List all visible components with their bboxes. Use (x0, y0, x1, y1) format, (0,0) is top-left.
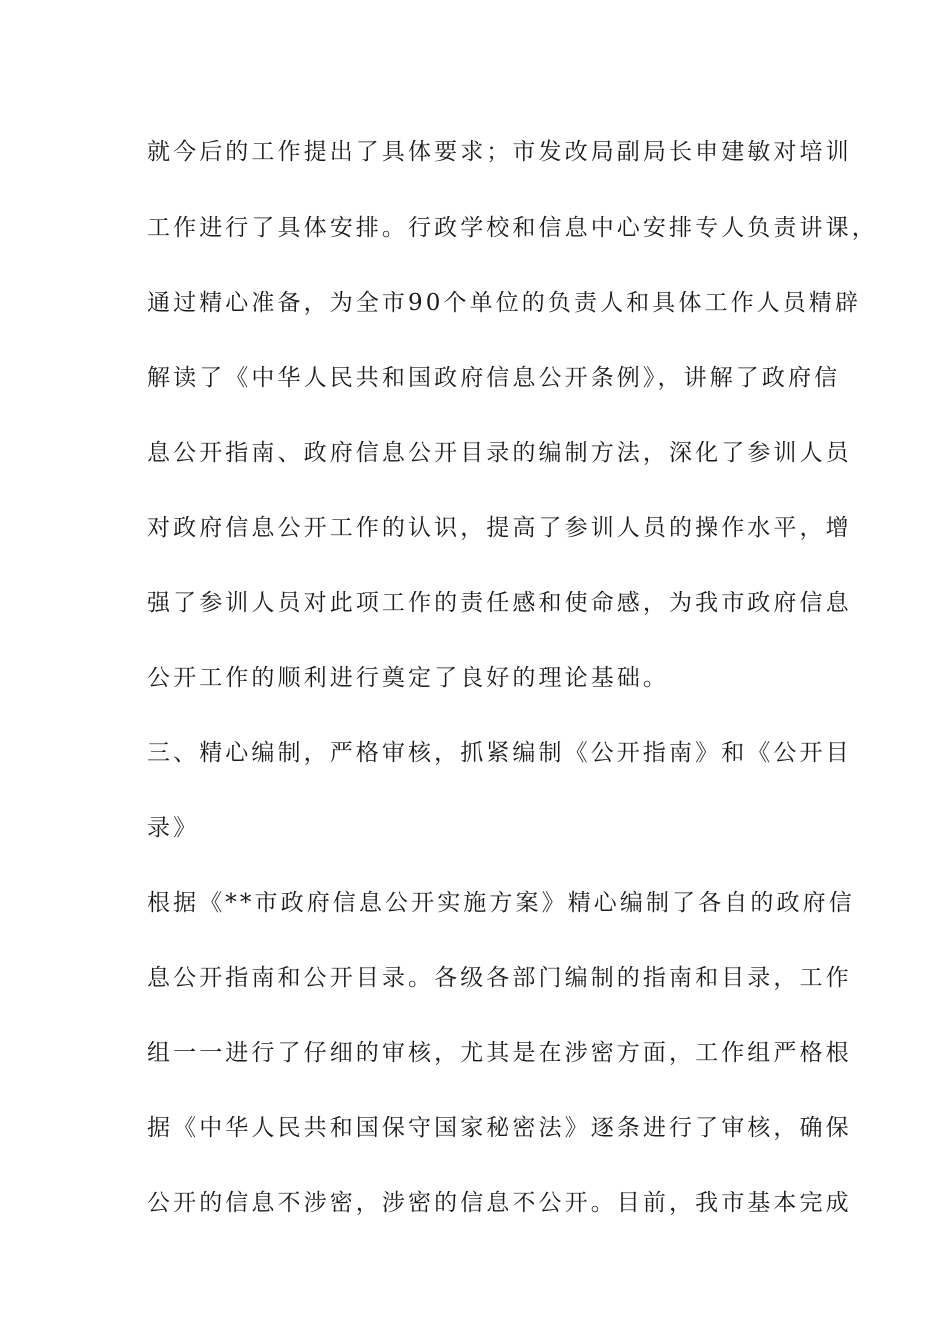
body-text-line: 解读了《中华人民共和国政府信息公开条例》，讲解了政府信 (147, 365, 841, 391)
section-heading-line: 三、精心编制，严格审核，抓紧编制《公开指南》和《公开目 (147, 740, 852, 766)
body-text-line: 通过精心准备，为全市90个单位的负责人和具体工作人员精辟 (147, 290, 862, 316)
body-text-line: 组一一进行了仔细的审核，尤其是在涉密方面，工作组严格根 (147, 1040, 852, 1066)
body-text-line: 就今后的工作提出了具体要求；市发改局副局长申建敏对培训 (147, 139, 852, 165)
section-heading-line: 录》 (147, 815, 200, 841)
body-text-line: 公开工作的顺利进行奠定了良好的理论基础。 (147, 665, 669, 691)
body-text-line: 根据《**市政府信息公开实施方案》精心编制了各自的政府信 (147, 890, 855, 916)
body-text-line: 息公开指南和公开目录。各级各部门编制的指南和目录，工作 (147, 965, 852, 991)
body-text-line: 息公开指南、政府信息公开目录的编制方法，深化了参训人员 (147, 440, 852, 466)
body-text-line: 公开的信息不涉密，涉密的信息不公开。目前，我市基本完成 (147, 1190, 852, 1216)
body-text-line: 对政府信息公开工作的认识，提高了参训人员的操作水平，增 (147, 515, 852, 541)
body-text-line: 据《中华人民共和国保守国家秘密法》逐条进行了审核，确保 (147, 1115, 852, 1141)
body-text-line: 强了参训人员对此项工作的责任感和使命感，为我市政府信息 (147, 590, 852, 616)
body-text-line: 工作进行了具体安排。行政学校和信息中心安排专人负责讲课， (147, 215, 878, 241)
